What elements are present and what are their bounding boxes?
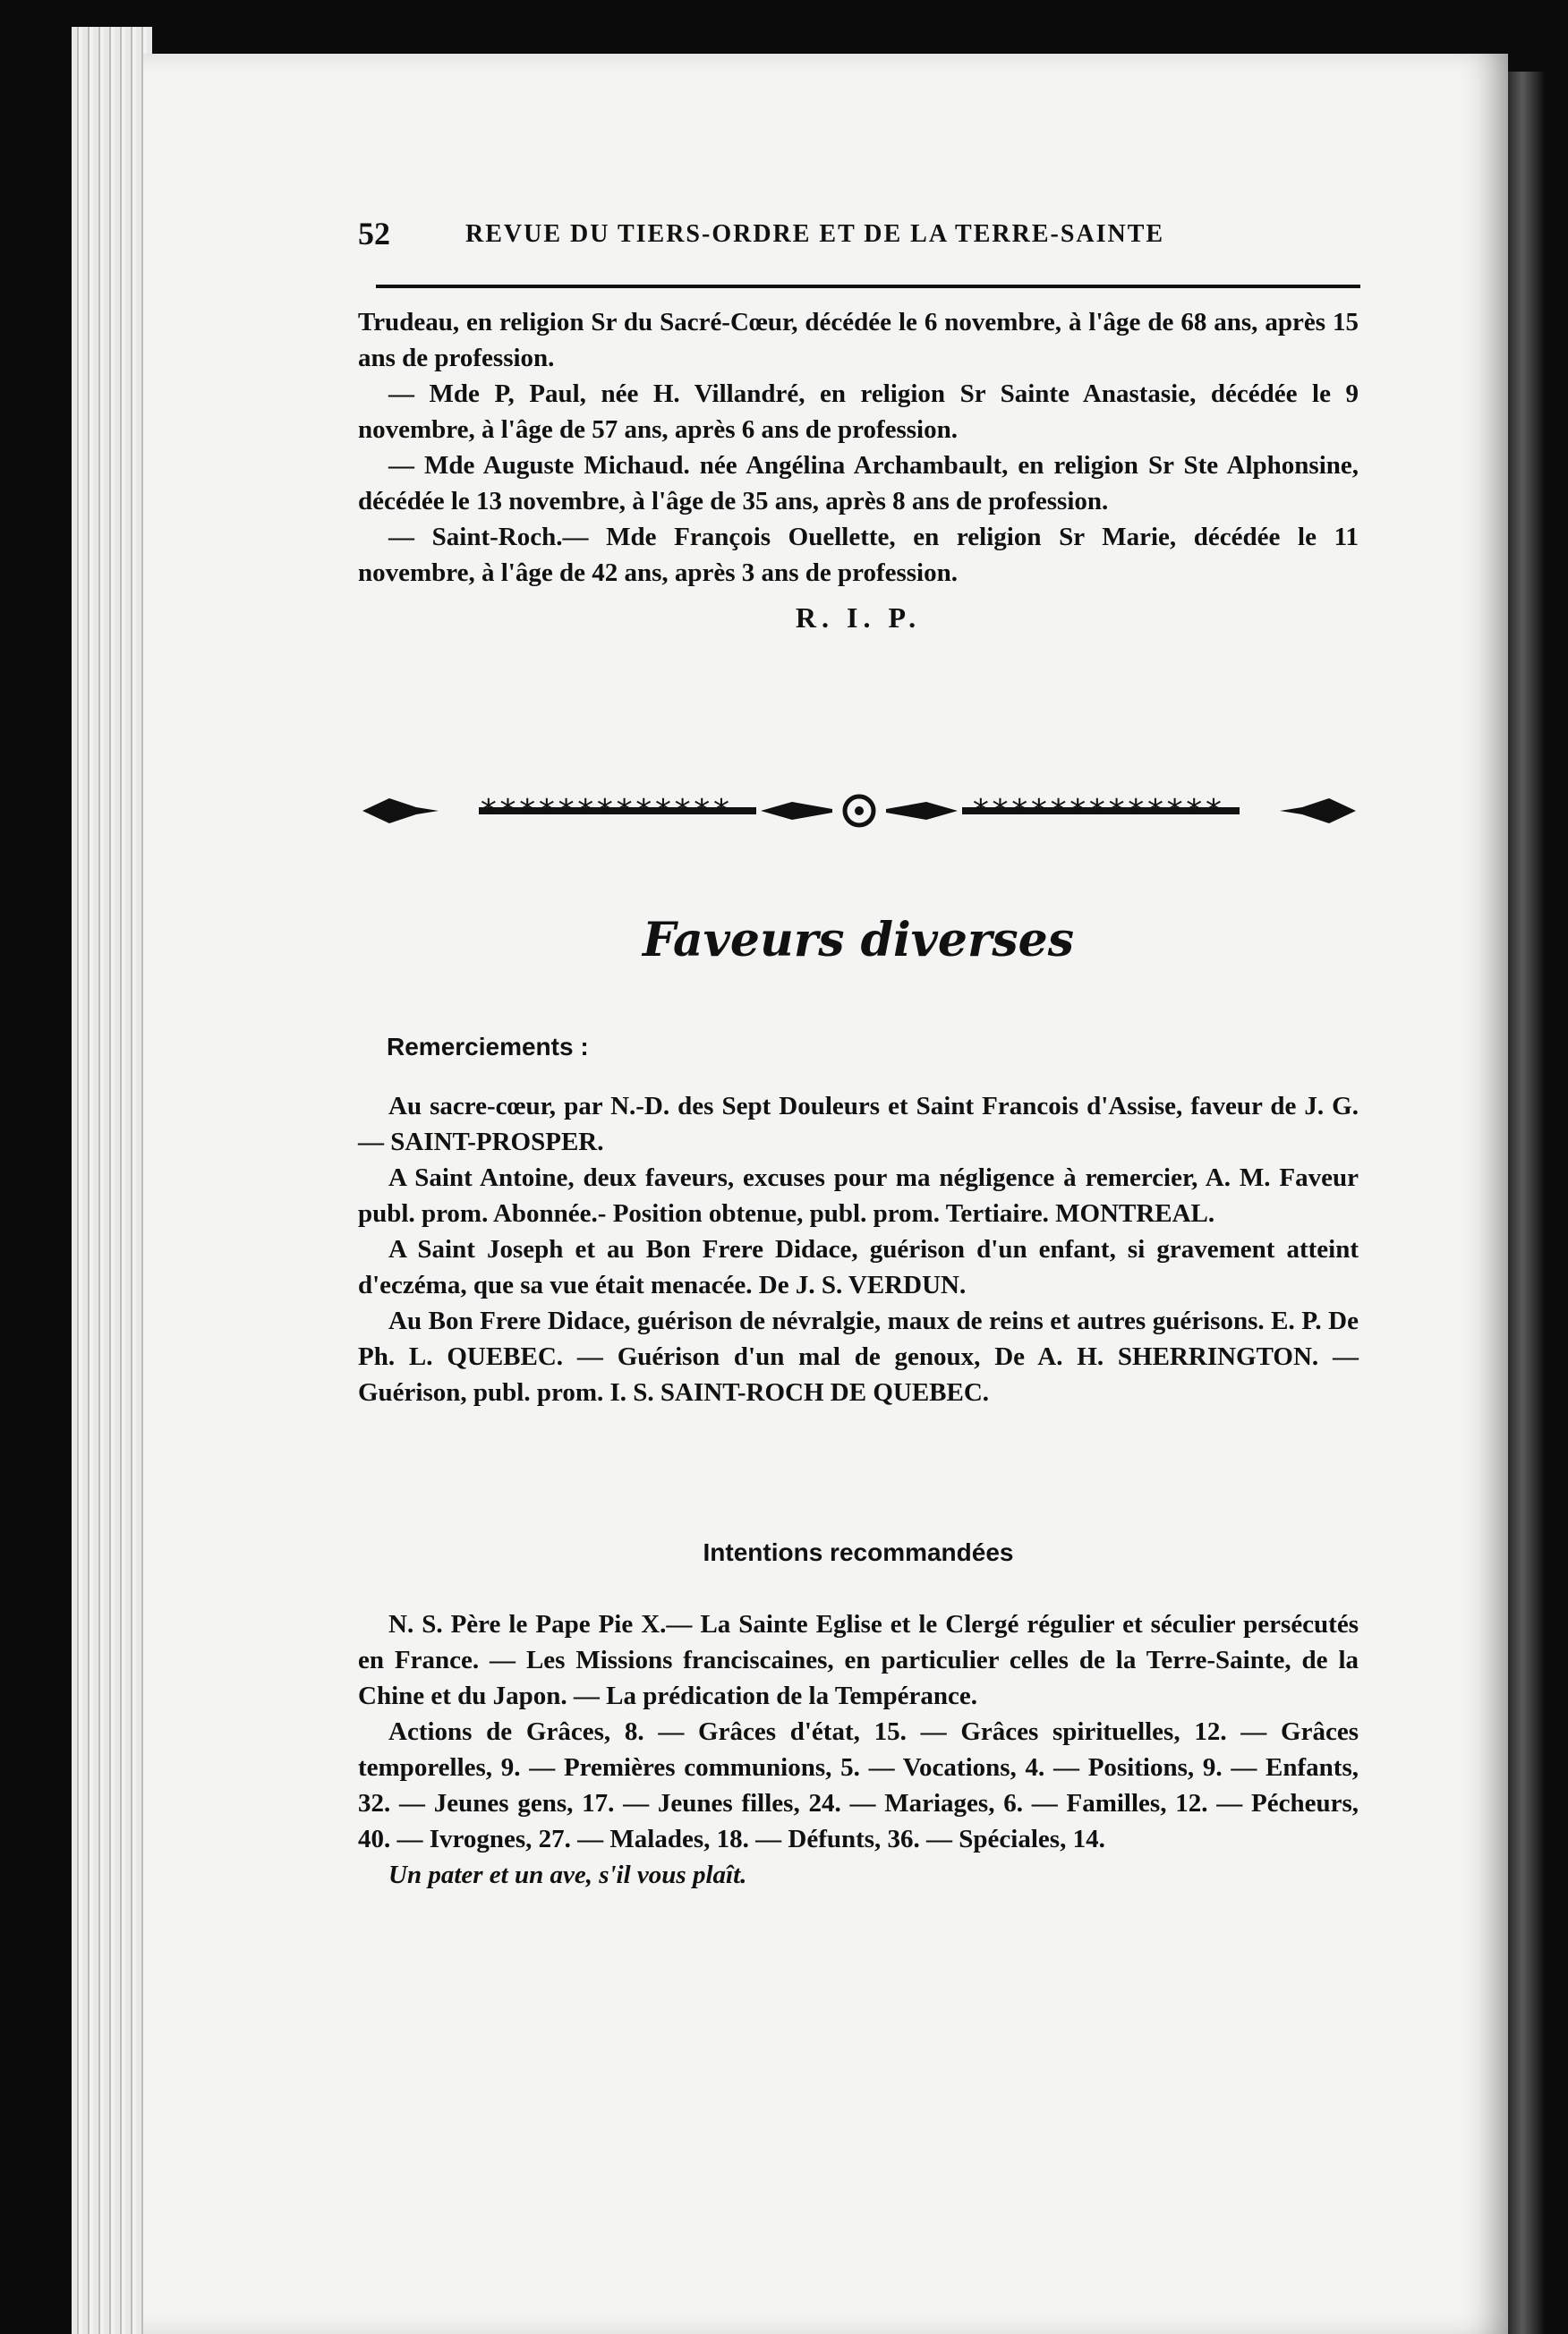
intention-paragraph: N. S. Père le Pape Pie X.— La Sainte Eglise et le Clergé régulier et séculier persécutés en France. — Les Missions franciscaines, en particulier celles de la Terre-Sainte, de la Chine et du Japon. — La prédication de la Tempérance. (358, 1610, 1359, 1710)
obituary-paragraph: — Mde Auguste Michaud. née Angélina Archambault, en religion Sr Ste Alphonsine, décédée le 13 novembre, à l'âge de 35 ans, après 8 ans de profession. (358, 451, 1359, 515)
book-gutter-shadow (1508, 72, 1544, 2334)
favor-paragraph: A Saint Joseph et au Bon Frere Didace, guérison d'un enfant, si gravement atteint d'eczéma, que sa vue était menacée. De J. S. VERDUN. (358, 1235, 1359, 1299)
closing-prayer-line: Un pater et un ave, s'il vous plaît. (388, 1861, 747, 1889)
intention-paragraph: Actions de Grâces, 8. — Grâces d'état, 15. — Grâces spirituelles, 12. — Grâces temporelles, 9. — Premières communions, 5. — Vocations, 4. — Positions, 9. — Enfants, 32. — Jeunes gens, 17. — Jeunes filles, 24. — Mariages, 6. — Familles, 12. — Pécheurs, 40. — Ivrognes, 27. — Malades, 18. — Défunts, 36. — Spéciales, 14. (358, 1717, 1359, 1853)
favor-paragraph: A Saint Antoine, deux faveurs, excuses pour ma négligence à remercier, A. M. Faveur publ. prom. Abonnée.- Position obtenue, publ. prom. Tertiaire. MONTREAL. (358, 1163, 1359, 1228)
section-title: Faveurs diverses (642, 913, 1075, 967)
remerciements-block (358, 1029, 1359, 1410)
obituary-paragraph: — Saint-Roch.— Mde François Ouellette, en religion Sr Marie, décédée le 11 novembre, à l'âge de 42 ans, après 3 ans de profession. (358, 523, 1359, 587)
obituary-paragraph: — Mde P, Paul, née H. Villandré, en religion Sr Sainte Anastasie, décédée le 9 novembre, à l'âge de 57 ans, après 6 ans de profession. (358, 379, 1359, 444)
decorative-ornament-divider (362, 786, 1356, 836)
running-title: REVUE DU TIERS-ORDRE ET DE LA TERRE-SAINTE (465, 220, 1165, 248)
favor-paragraph: Au Bon Frere Didace, guérison de névralgie, maux de reins et autres guérisons. E. P. De Ph. L. QUEBEC. — Guérison d'un mal de genoux, De A. H. SHERRINGTON. — Guérison, publ. prom. I. S. SAINT-ROCH DE QUEBEC. (358, 1307, 1359, 1407)
intentions-block (358, 1535, 1359, 1893)
svg-text:*************: ************* (479, 793, 731, 830)
page-number: 52 (358, 216, 390, 251)
svg-text:*************: ************* (971, 793, 1223, 830)
header-rule (376, 285, 1360, 288)
rip-line: R. I. P. (795, 601, 922, 634)
remerciements-heading: Remerciements : (387, 1033, 589, 1061)
page-header (358, 215, 1359, 251)
obituary-block (358, 304, 1359, 635)
obituary-paragraph: Trudeau, en religion Sr du Sacré-Cœur, décédée le 6 novembre, à l'âge de 68 ans, après 15 ans de profession. (358, 308, 1359, 372)
favor-paragraph: Au sacre-cœur, par N.-D. des Sept Douleurs et Saint Francois d'Assise, faveur de J. G. — SAINT-PROSPER. (358, 1092, 1359, 1156)
page-stack-edge (72, 27, 152, 2334)
intentions-heading: Intentions recommandées (703, 1538, 1014, 1566)
